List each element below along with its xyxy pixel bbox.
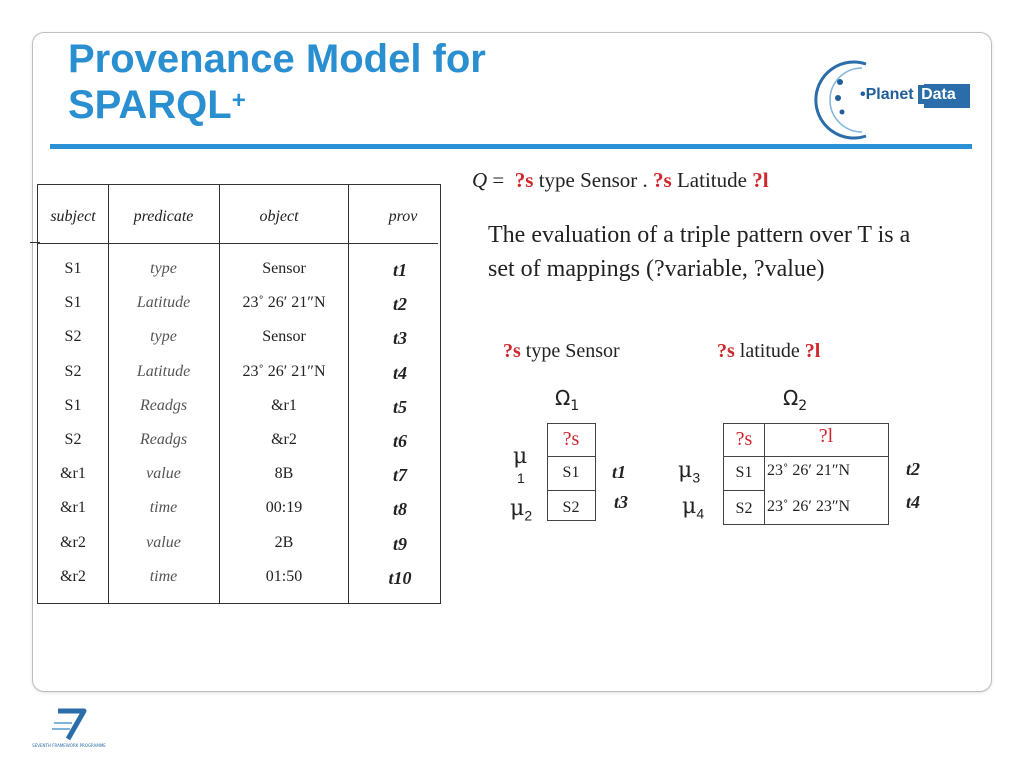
cell-predicate: value — [146, 534, 181, 551]
cell-predicate: time — [149, 568, 178, 585]
omega2-row1-s: S1 — [735, 464, 753, 481]
cell-object: 01:50 — [265, 568, 303, 585]
cell-predicate: value — [146, 465, 181, 482]
cell-subject: S1 — [64, 294, 82, 311]
cell-object: Sensor — [262, 328, 306, 345]
fp7-logo-icon — [32, 705, 106, 755]
table-header-predicate: predicate — [133, 208, 194, 225]
cell-object: 23˚ 26′ 21″N — [242, 363, 326, 380]
title-superscript: + — [231, 87, 246, 114]
table-header-divider — [38, 243, 438, 244]
omega2-header-s: ?s — [735, 428, 753, 450]
omega1-divider — [547, 490, 595, 491]
cell-predicate: time — [149, 499, 178, 516]
omega2-row2-l: 23˚ 26′ 23″N — [767, 498, 851, 515]
cell-prov: t7 — [392, 465, 407, 485]
pattern1-text: type Sensor — [525, 340, 620, 362]
mu2-label: $\mu_2$ — [510, 496, 533, 524]
logo-text-data: Data — [918, 85, 959, 104]
query-part2: Latitude — [676, 168, 747, 192]
cell-prov: t10 — [388, 568, 412, 588]
omega2-row2-s: S2 — [735, 500, 753, 517]
cell-prov: t8 — [392, 499, 407, 519]
cell-subject: S2 — [64, 328, 82, 345]
cell-object: &r2 — [271, 431, 297, 448]
slide-title — [68, 36, 708, 128]
mu3-label: $\mu_3$ — [678, 458, 701, 486]
fp7-logo-text: SEVENTH FRAMEWORK PROGRAMME — [32, 743, 106, 748]
cell-predicate: Latitude — [136, 363, 191, 380]
cell-prov: t3 — [392, 328, 407, 348]
cell-subject: S2 — [64, 431, 82, 448]
table-header-subject: subject — [50, 208, 96, 225]
cell-subject: S1 — [64, 260, 82, 277]
mu4-label: $\mu_4$ — [682, 494, 705, 522]
cell-predicate: Readgs — [139, 431, 188, 448]
omega1-header: ?s — [562, 428, 580, 450]
pattern2-var2: ?l — [804, 340, 821, 362]
omega1-row2: S2 — [562, 499, 580, 516]
explanation-paragraph: The evaluation of a triple pattern over T is a set of mappings (?variable, ?value) — [488, 222, 911, 282]
omega1-label: $\Omega_1$ — [555, 386, 580, 414]
pattern2-text: latitude — [739, 340, 800, 362]
omega1-row1: S1 — [562, 464, 580, 481]
omega1-prov-2: t3 — [614, 492, 629, 512]
logo-text: •Planet Data — [860, 86, 959, 104]
query-eq: = — [492, 168, 505, 192]
omega2-divider — [723, 456, 888, 457]
query-line — [472, 168, 769, 193]
omega1-divider — [547, 456, 595, 457]
cell-predicate: type — [150, 328, 177, 345]
cell-subject: S2 — [64, 363, 82, 380]
query-q: Q — [472, 168, 488, 192]
cell-prov: t2 — [392, 294, 407, 314]
omega2-prov-1: t2 — [906, 459, 921, 479]
title-rule — [50, 144, 972, 149]
cell-prov: t9 — [392, 534, 407, 554]
omega2-label: $\Omega_2$ — [783, 386, 808, 414]
cell-predicate: Latitude — [136, 294, 191, 311]
title-line1: Provenance Model for — [68, 37, 486, 81]
cell-prov: t5 — [392, 397, 407, 417]
cell-object: 00:19 — [265, 499, 303, 516]
table-header-divider-ext — [30, 242, 40, 243]
omega2-header-l: ?l — [818, 425, 834, 447]
cell-predicate: Readgs — [139, 397, 188, 414]
cell-prov: t4 — [392, 363, 407, 383]
table-header-prov: prov — [388, 208, 418, 225]
query-part1: type Sensor . — [538, 168, 648, 192]
omega1-prov-1: t1 — [612, 462, 627, 482]
table-header-object: object — [259, 208, 299, 225]
omega2-divider — [723, 490, 765, 491]
cell-subject: S1 — [64, 397, 82, 414]
cell-prov: t1 — [392, 260, 407, 280]
triple-pattern-1 — [503, 340, 620, 363]
query-var-s2: ?s — [653, 168, 672, 192]
mu1-label: μ $_1$ — [513, 444, 528, 487]
cell-object: 8B — [274, 465, 294, 482]
cell-subject: &r1 — [60, 499, 86, 516]
logo-text-planet: Planet — [865, 86, 914, 103]
cell-predicate: type — [150, 260, 177, 277]
omega2-prov-2: t4 — [906, 492, 921, 512]
cell-subject: &r2 — [60, 568, 86, 585]
title-line2: SPARQL — [68, 83, 232, 127]
cell-object: Sensor — [262, 260, 306, 277]
cell-subject: &r2 — [60, 534, 86, 551]
cell-subject: &r1 — [60, 465, 86, 482]
query-var-s1: ?s — [514, 168, 534, 192]
cell-object: 23˚ 26′ 21″N — [242, 294, 326, 311]
pattern2-var: ?s — [717, 340, 735, 362]
query-var-l: ?l — [752, 168, 769, 192]
omega2-row1-l: 23˚ 26′ 21″N — [767, 462, 851, 479]
pattern1-var: ?s — [503, 340, 521, 362]
cell-object: 2B — [274, 534, 294, 551]
triple-pattern-2 — [717, 340, 820, 363]
cell-object: &r1 — [271, 397, 297, 414]
cell-prov: t6 — [392, 431, 407, 451]
